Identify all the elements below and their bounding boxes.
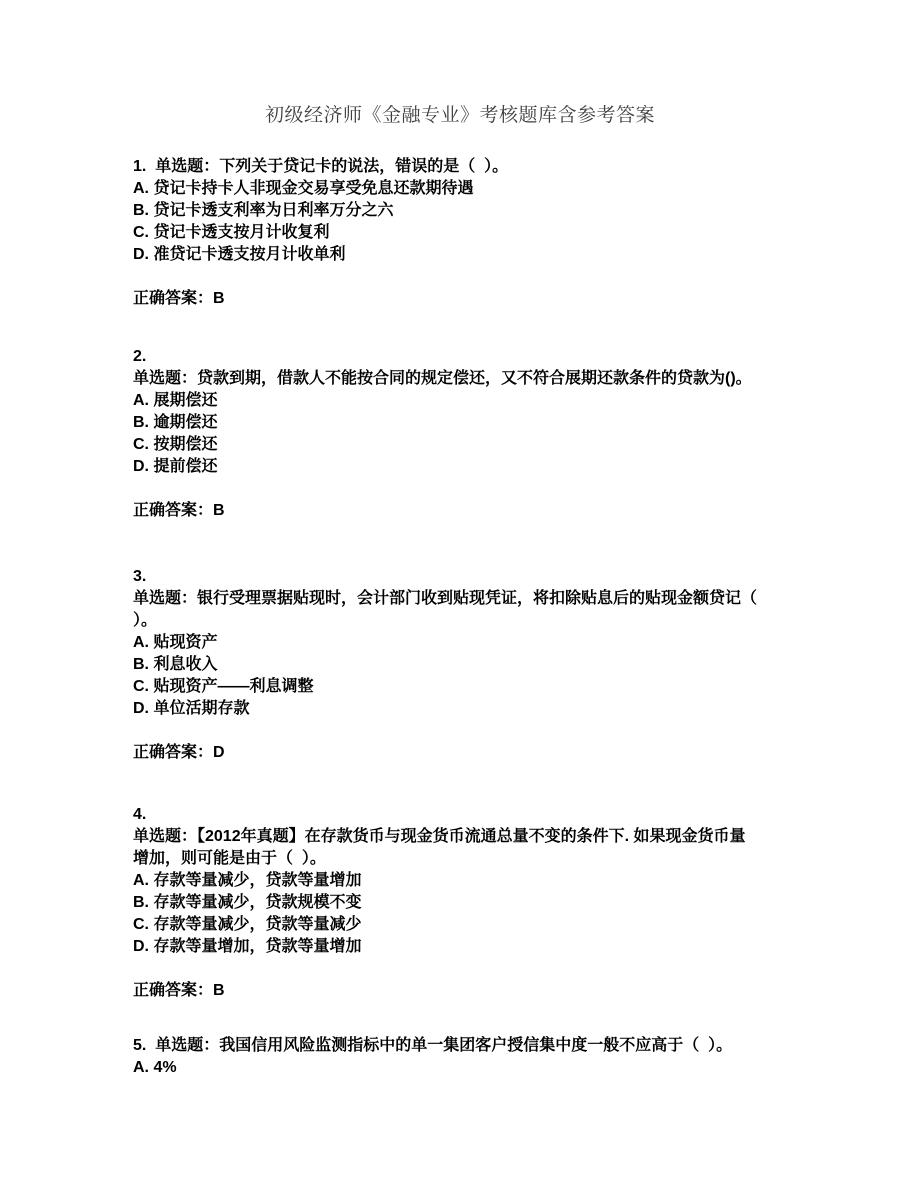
question-2-option-b: B. 逾期偿还 [133, 414, 218, 431]
question-4-answer-line [133, 980, 801, 1002]
question-3-answer-line [133, 742, 801, 764]
question-1-answer-line [133, 288, 801, 310]
question-4-option-b: B. 存款等量减少，贷款规模不变 [133, 894, 362, 911]
question-4-option-d: D. 存款等量增加，贷款等量增加 [133, 938, 362, 955]
question-3-stem-line-3: ）。 [133, 612, 158, 629]
answer-value: B [213, 982, 225, 999]
question-3-stem-line-1: 3. [133, 568, 147, 585]
question-1 [133, 156, 801, 310]
question-3 [133, 566, 801, 764]
question-4-option-a: A. 存款等量减少，贷款等量增加 [133, 872, 362, 889]
question-3-option-c: C. 贴现资产——利息调整 [133, 678, 314, 695]
question-2-stem-line-2: 单选题：贷款到期，借款人不能按合同的规定偿还，又不符合展期还款条件的贷款为()。 [133, 370, 752, 387]
question-2-stem-line-1: 2. [133, 348, 147, 365]
question-3-option-a: A. 贴现资产 [133, 634, 218, 651]
question-2-option-c: C. 按期偿还 [133, 436, 218, 453]
question-5-option-a: A. 4% [133, 1059, 177, 1076]
question-1-stem-line-1: 1. 单选题：下列关于贷记卡的说法，错误的是（ ）。 [133, 158, 509, 175]
question-3-option-d: D. 单位活期存款 [133, 700, 250, 717]
question-4 [133, 804, 801, 1002]
question-4-stem-line-2: 单选题：【2012年真题】在存款货币与现金货币流通总量不变的条件下. 如果现金货币量 [133, 828, 746, 845]
question-4-option-c: C. 存款等量减少，贷款等量减少 [133, 916, 362, 933]
question-2-answer-line [133, 500, 801, 522]
question-2-option-a: A. 展期偿还 [133, 392, 218, 409]
answer-value: B [213, 290, 225, 307]
question-4-stem-line-1: 4. [133, 806, 147, 823]
question-4-stem-line-3: 增加，则可能是由于（ ）。 [133, 850, 326, 867]
answer-label: 正确答案： [133, 982, 214, 999]
question-1-option-c: C. 贷记卡透支按月计收复利 [133, 224, 330, 241]
question-5-stem-line-1: 5. 单选题：我国信用风险监测指标中的单一集团客户授信集中度一般不应高于（ ）。 [133, 1037, 733, 1054]
question-1-option-d: D. 准贷记卡透支按月计收单利 [133, 246, 346, 263]
question-3-stem-line-2: 单选题：银行受理票据贴现时，会计部门收到贴现凭证，将扣除贴息后的贴现金额贷记（ [133, 590, 758, 607]
question-5 [133, 1035, 801, 1079]
document-title: 初级经济师《金融专业》考核题库含参考答案 [264, 105, 655, 126]
question-1-option-b: B. 贷记卡透支利率为日利率万分之六 [133, 202, 394, 219]
answer-label: 正确答案： [133, 744, 214, 761]
answer-value: B [213, 502, 225, 519]
answer-label: 正确答案： [133, 290, 214, 307]
question-3-option-b: B. 利息收入 [133, 656, 218, 673]
answer-value: D [213, 744, 225, 761]
question-1-option-a: A. 贷记卡持卡人非现金交易享受免息还款期待遇 [133, 180, 474, 197]
question-2 [133, 346, 801, 522]
question-2-option-d: D. 提前偿还 [133, 458, 218, 475]
answer-label: 正确答案： [133, 502, 214, 519]
